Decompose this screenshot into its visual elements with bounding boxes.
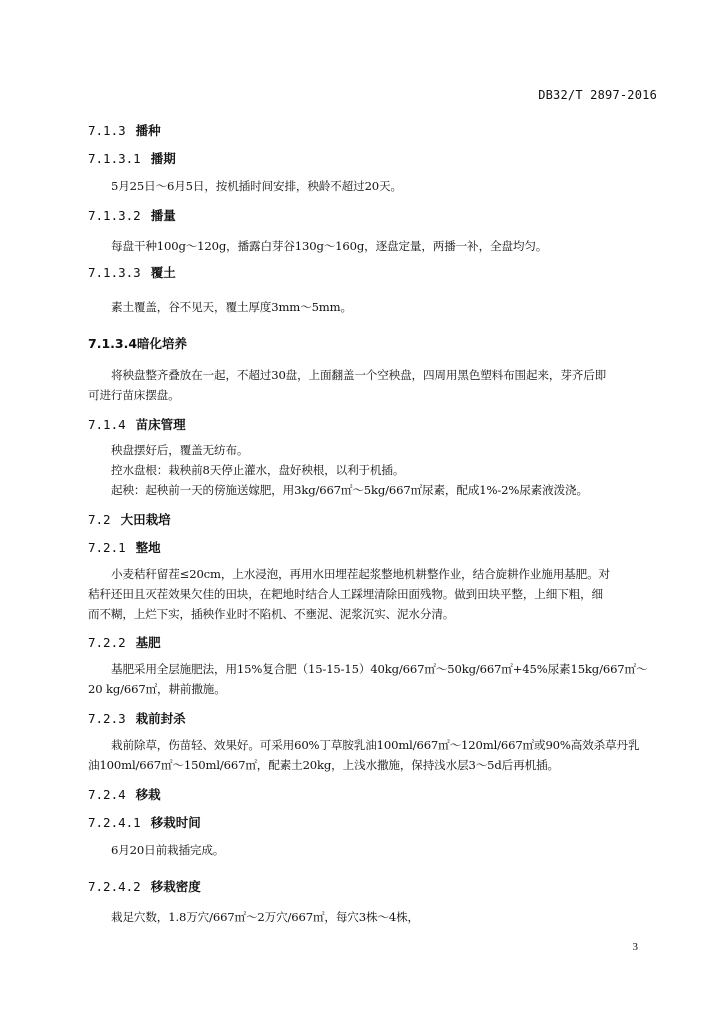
paragraph-line: 5月25日～6月5日，按机插时间安排，秧龄不超过20天。	[111, 179, 402, 193]
paragraph-line: 起秧：起秧前一天的傍施送嫁肥，用3kg/667㎡～5kg/667㎡尿素，配成1%-2%尿素液泼浇。	[111, 483, 588, 497]
paragraph-line: 小麦秸秆留茬≤20cm，上水浸泡，再用水田埋茬起浆整地机耕整作业，结合旋耕作业施用基肥。对	[111, 567, 610, 581]
document-code: DB32/T 2897-2016	[538, 88, 657, 102]
paragraph-line: 控水盘根：栽秧前8天停止灌水，盘好秧根，以利于机插。	[111, 463, 405, 477]
section-heading: 7.1.3.4暗化培养	[88, 336, 188, 351]
section-heading: 7.2.4 移栽	[88, 787, 161, 802]
paragraph-line: 6月20日前栽插完成。	[111, 843, 225, 857]
section-heading: 7.2.2 基肥	[88, 635, 161, 650]
paragraph-line: 秸秆还田且灭茬效果欠佳的田块，在耙地时结合人工踩埋清除田面残物。做到田块平整，上细下粗，细	[88, 587, 603, 601]
paragraph-line: 可进行苗床摆盘。	[88, 388, 180, 402]
section-heading: 7.2.3 栽前封杀	[88, 711, 186, 726]
paragraph-line: 栽足穴数，1.8万穴/667㎡～2万穴/667㎡，每穴3株～4株，	[111, 910, 419, 924]
section-heading: 7.1.3.3 覆土	[88, 265, 176, 280]
paragraph-line: 素土覆盖，谷不见天，覆土厚度3mm～5mm。	[111, 300, 352, 314]
section-heading: 7.2.4.2 移栽密度	[88, 879, 201, 894]
section-heading: 7.1.3.2 播量	[88, 208, 176, 223]
paragraph-line: 基肥采用全层施肥法，用15%复合肥（15-15-15）40kg/667㎡～50kg/667㎡+45%尿素15kg/667㎡～	[111, 662, 648, 676]
paragraph-line: 秧盘摆好后，覆盖无纺布。	[111, 443, 249, 457]
section-heading: 7.2.1 整地	[88, 540, 161, 555]
paragraph-line: 20 kg/667㎡，耕前撒施。	[88, 682, 226, 696]
section-heading: 7.2.4.1 移栽时间	[88, 815, 201, 830]
section-heading: 7.1.3.1 播期	[88, 151, 176, 166]
paragraph-line: 而不糊，上烂下实，插秧作业时不陷机、不壅泥、泥浆沉实、泥水分清。	[88, 607, 455, 621]
page-number: 3	[632, 941, 638, 953]
paragraph-line: 油100ml/667㎡～150ml/667㎡，配素土20kg，上浅水撒施，保持浅水层3～5d后再机插。	[88, 758, 559, 772]
paragraph-line: 将秧盘整齐叠放在一起，不超过30盘，上面翻盖一个空秧盘，四周用黑色塑料布围起来，芽齐后即	[111, 368, 607, 382]
paragraph-line: 每盘干种100g～120g，播露白芽谷130g～160g，逐盘定量，两播一补，全盘均匀。	[111, 239, 548, 253]
paragraph-line: 栽前除草，伤苗轻、效果好。可采用60%丁草胺乳油100ml/667㎡～120ml/667㎡或90%高效杀草丹乳	[111, 738, 640, 752]
section-heading: 7.1.4 苗床管理	[88, 417, 186, 432]
section-heading: 7.2 大田栽培	[88, 512, 171, 527]
section-heading: 7.1.3 播种	[88, 123, 161, 138]
